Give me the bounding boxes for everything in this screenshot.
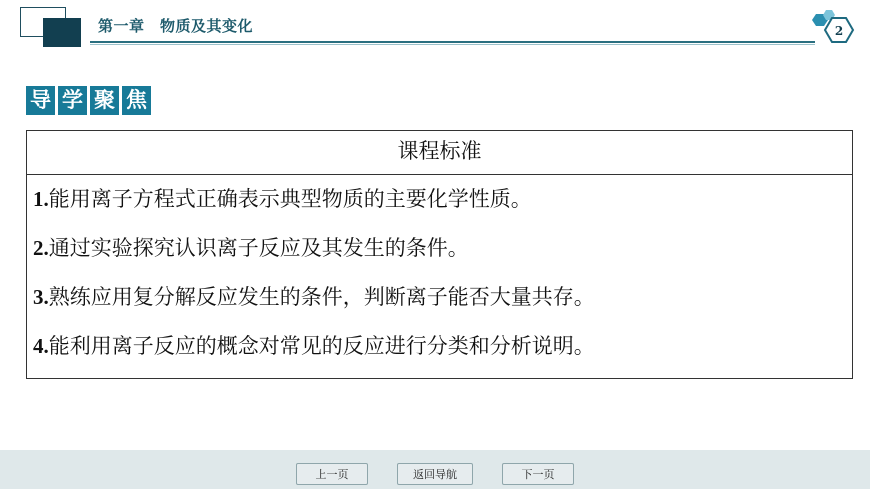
chapter-title: 第一章 物质及其变化: [98, 17, 254, 35]
back-to-nav-button[interactable]: 返回导航: [397, 463, 473, 485]
item-number: 1.: [33, 187, 49, 211]
list-item: [27, 224, 852, 273]
item-number: 3.: [33, 285, 49, 309]
item-text: 通过实验探究认识离子反应及其发生的条件。: [48, 236, 469, 260]
item-text: 能用离子方程式正确表示典型物质的主要化学性质。: [48, 187, 532, 211]
page-number-hexagon-icon: [812, 10, 860, 44]
page-number: 2: [834, 24, 844, 38]
item-number: 2.: [33, 236, 49, 260]
badge-char: 焦: [122, 86, 151, 115]
item-number: 4.: [33, 334, 49, 358]
item-text: 熟练应用复分解反应发生的条件，判断离子能否大量共存。: [48, 285, 595, 309]
prev-page-button[interactable]: 上一页: [296, 463, 368, 485]
next-page-button[interactable]: 下一页: [502, 463, 574, 485]
list-item: [27, 322, 852, 371]
item-text: 能利用离子反应的概念对常见的反应进行分类和分析说明。: [48, 334, 595, 358]
curriculum-standards-table: [26, 130, 853, 379]
badge-char: 导: [26, 86, 55, 115]
badge-char: 聚: [90, 86, 119, 115]
list-item: [27, 273, 852, 322]
section-badge: [26, 86, 151, 115]
badge-char: 学: [58, 86, 87, 115]
header-divider: [90, 41, 815, 43]
header-decor-block: [43, 18, 81, 47]
table-heading: 课程标准: [27, 131, 852, 175]
list-item: [27, 175, 852, 224]
header-divider-light: [90, 44, 815, 45]
